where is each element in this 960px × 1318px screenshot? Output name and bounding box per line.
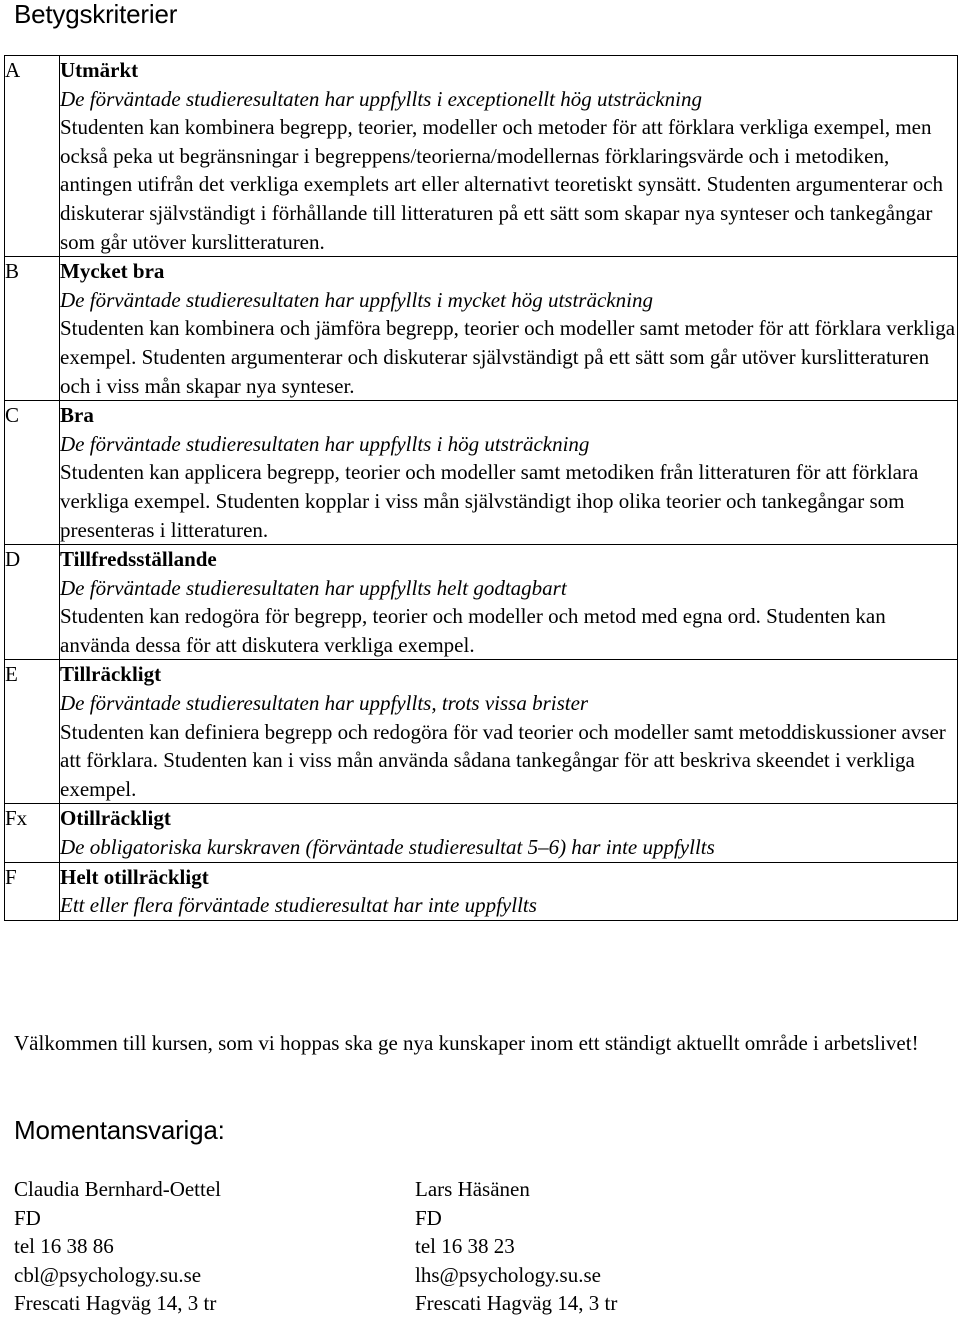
- grade-row: [5, 545, 958, 660]
- contact-card: [14, 1175, 221, 1318]
- grade-body: Studenten kan applicera begrepp, teorier och modeller samt metodiken från litteraturen för att förklara verkliga exempel. Studenten kopplar i viss mån självständigt ihop olika teorier och tankegångar som presenteras i litteraturen.: [60, 460, 919, 542]
- grading-criteria-table: [4, 55, 958, 921]
- welcome-text: Välkommen till kursen, som vi hoppas ska ge nya kunskaper inom ett ständigt aktuellt område i arbetslivet!: [14, 1031, 919, 1055]
- grade-subtitle: De förväntade studieresultaten har uppfyllts helt godtagbart: [60, 575, 567, 600]
- grade-letter: A: [5, 56, 60, 257]
- grade-subtitle: De förväntade studieresultaten har uppfyllts, trots vissa brister: [60, 691, 589, 716]
- grade-row: [5, 862, 958, 920]
- contact-address: Frescati Hagväg 14, 3 tr: [14, 1291, 217, 1316]
- grade-subtitle: Ett eller flera förväntade studieresultat har inte uppfyllts: [60, 893, 537, 918]
- contact-degree: FD: [14, 1205, 41, 1230]
- contact-email[interactable]: lhs@psychology.su.se: [415, 1262, 601, 1287]
- grade-subtitle: De obligatoriska kurskraven (förväntade studieresultat 5–6) har inte uppfyllts: [60, 835, 715, 860]
- grade-subtitle: De förväntade studieresultaten har uppfyllts i exceptionellt hög utsträckning: [60, 86, 702, 111]
- grade-subtitle: De förväntade studieresultaten har uppfyllts i mycket hög utsträckning: [60, 287, 653, 312]
- page-title: Betygskriterier: [14, 0, 178, 29]
- contact-email[interactable]: cbl@psychology.su.se: [14, 1262, 202, 1287]
- grade-description: [60, 804, 958, 862]
- grade-letter: C: [5, 401, 60, 545]
- grade-title: Tillfredsställande: [60, 547, 217, 572]
- grade-title: Tillräckligt: [60, 662, 162, 687]
- grade-row: [5, 56, 958, 257]
- contact-phone: tel 16 38 86: [14, 1234, 114, 1259]
- grade-row: [5, 804, 958, 862]
- grade-description: [60, 56, 958, 257]
- grade-description: [60, 660, 958, 804]
- grade-body: Studenten kan kombinera begrepp, teorier, modeller och metoder för att förklara verkliga exempel, men också peka ut begränsningar i begreppens/teorierna/modellernas förklaringsvärde och i metodiken, antingen utifrån det verkliga exemplets art eller alternativt teoretiskt synsätt. Studenten argumenterar och diskuterar självständigt i förhållande till litteraturen på ett sätt som skapar nya synteser och tankegångar som går utöver kurslitteraturen.: [60, 115, 944, 254]
- grade-letter: B: [5, 257, 60, 401]
- contacts-heading: Momentansvariga:: [14, 1115, 225, 1145]
- grade-subtitle: De förväntade studieresultaten har uppfyllts i hög utsträckning: [60, 431, 590, 456]
- grade-title: Helt otillräckligt: [60, 864, 209, 889]
- grade-row: [5, 257, 958, 401]
- contact-phone: tel 16 38 23: [415, 1234, 515, 1259]
- grade-letter: E: [5, 660, 60, 804]
- grade-row: [5, 660, 958, 804]
- contact-name: Claudia Bernhard-Oettel: [14, 1177, 222, 1201]
- grade-description: [60, 862, 958, 920]
- grade-title: Otillräckligt: [60, 806, 171, 831]
- grade-letter: D: [5, 545, 60, 660]
- grade-title: Mycket bra: [60, 259, 165, 284]
- grade-body: Studenten kan definiera begrepp och redogöra för vad teorier och modeller samt metoddiskussioner avser att förklara. Studenten kan i viss mån använda sådana tankegångar för att beskriva skeendet i verkliga exempel.: [60, 719, 946, 801]
- grade-body: Studenten kan kombinera och jämföra begrepp, teorier och modeller samt metoder för att förklara verkliga exempel. Studenten argumenterar och diskuterar självständigt på ett sätt som går utöver kurslitteraturen och i viss mån skapar nya synteser.: [60, 316, 956, 398]
- grade-description: [60, 545, 958, 660]
- grade-description: [60, 401, 958, 545]
- grade-row: [5, 401, 958, 545]
- grade-title: Utmärkt: [60, 58, 139, 82]
- contact-name: Lars Häsänen: [415, 1177, 530, 1201]
- contact-degree: FD: [415, 1205, 442, 1230]
- grade-letter: F: [5, 862, 60, 920]
- contact-address: Frescati Hagväg 14, 3 tr: [415, 1291, 618, 1316]
- grade-body: Studenten kan redogöra för begrepp, teorier och modeller och metod med egna ord. Studenten kan använda dessa för att diskutera verkliga exempel.: [60, 604, 886, 657]
- contact-card: [415, 1175, 617, 1318]
- grade-title: Bra: [60, 403, 94, 428]
- grade-letter: Fx: [5, 804, 60, 862]
- grade-description: [60, 257, 958, 401]
